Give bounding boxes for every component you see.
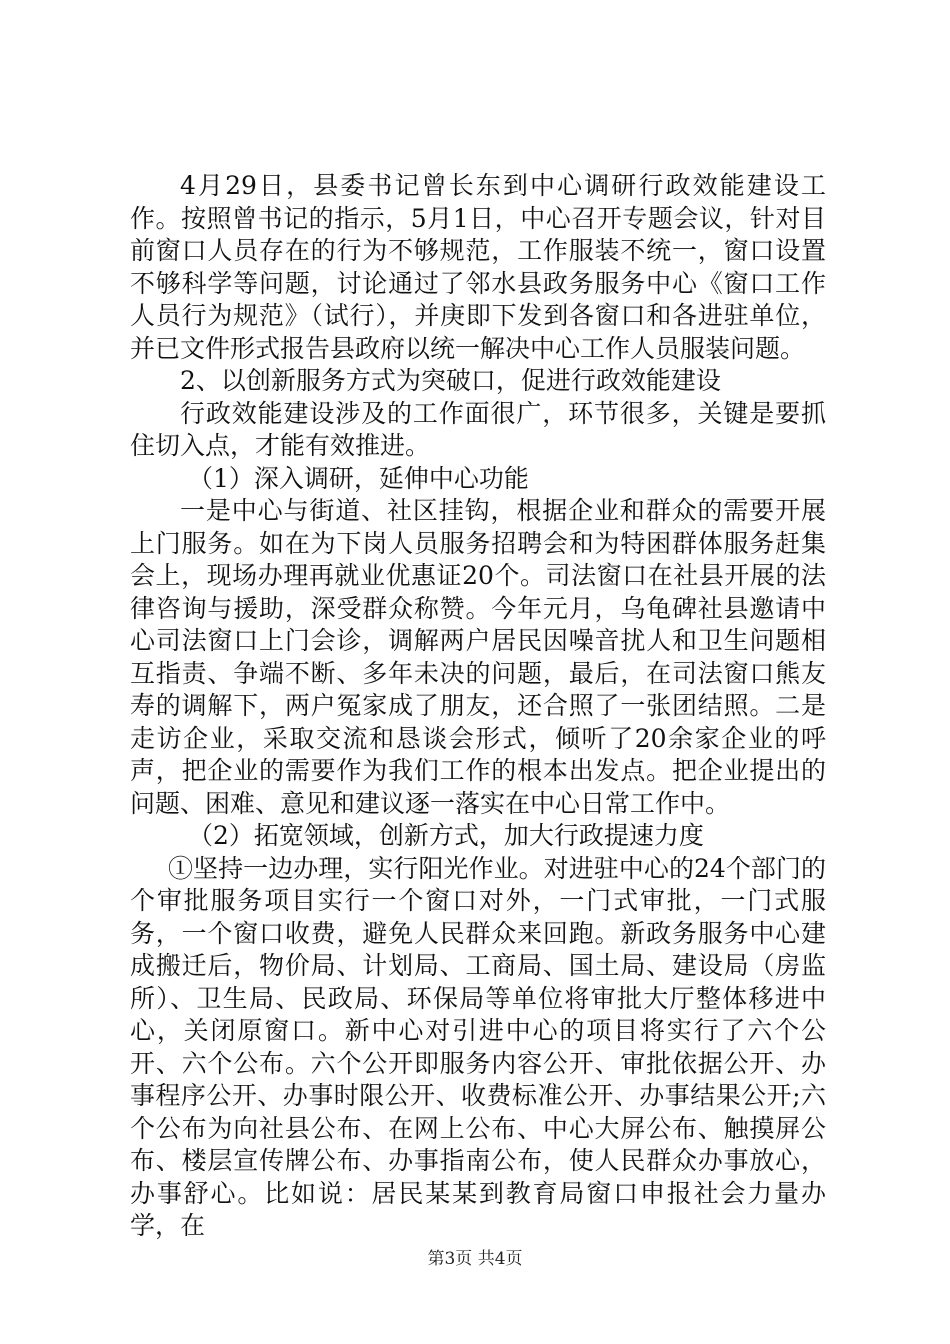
paragraph-meeting-report: 4月29日，县委书记曾长东到中心调研行政效能建设工作。按照曾书记的指示，5月1日，中心召开专题会议，针对目前窗口人员存在的行为不够规范，工作服装不统一，窗口设置不够科学等问题，讨论通过了邻水县政务服务中心《窗口工作人员行为规范》（试行），并庚即下发到各窗口和各进驻单位，并已文件形式报告县政府以统一解决中心工作人员服装问题。: [130, 171, 826, 363]
paragraph-efficiency-intro: 行政效能建设涉及的工作面很广，环节很多，关键是要抓住切入点，才能有效推进。: [130, 398, 826, 460]
page-number-footer: 第3页 共4页: [427, 1249, 523, 1269]
subheading-expand-fields: （2）拓宽领域，创新方式，加大行政提速力度: [188, 821, 704, 850]
document-body: [130, 170, 826, 1243]
paragraph-sunshine-operation: ①坚持一边办理，实行阳光作业。对进驻中心的24个部门的个审批服务项目实行一个窗口对外，一门式审批，一门式服务，一个窗口收费，避免人民群众来回跑。新政务服务中心建成搬迁后，物价局、计划局、工商局、国土局、建设局（房监所）、卫生局、民政局、环保局等单位将审批大厅整体移进中心，关闭原窗口。新中心对引进中心的项目将实行了六个公开、六个公布。六个公开即服务内容公开、审批依据公开、办事程序公开、办事时限公开、收费标准公开、办事结果公开;六个公布为向社县公布、在网上公布、中心大屏公布、触摸屏公布、楼层宣传牌公布、办事指南公布，使人民群众办事放心，办事舒心。比如说：居民某某到教育局窗口申报社会力量办学，在: [130, 853, 826, 1240]
subheading-research: （1）深入调研，延伸中心功能: [188, 463, 529, 493]
paragraph-community-service: 一是中心与街道、社区挂钩，根据企业和群众的需要开展上门服务。如在为下岗人员服务招聘会和为特困群体服务赶集会上，现场办理再就业优惠证20个。司法窗口在社县开展的法律咨询与援助，深受群众称赞。今年元月，乌龟碑社县邀请中心司法窗口上门会诊，调解两户居民因噪音扰人和卫生问题相互指责、争端不断、多年未决的问题，最后，在司法窗口熊友寿的调解下，两户冤家成了朋友，还合照了一张团结照。二是走访企业，采取交流和恳谈会形式，倾听了20余家企业的呼声，把企业的需要作为我们工作的根本出发点。把企业提出的问题、困难、意见和建议逐一落实在中心日常工作中。: [130, 496, 826, 818]
section-heading-innovation: 2、以创新服务方式为突破口，促进行政效能建设: [180, 366, 721, 395]
